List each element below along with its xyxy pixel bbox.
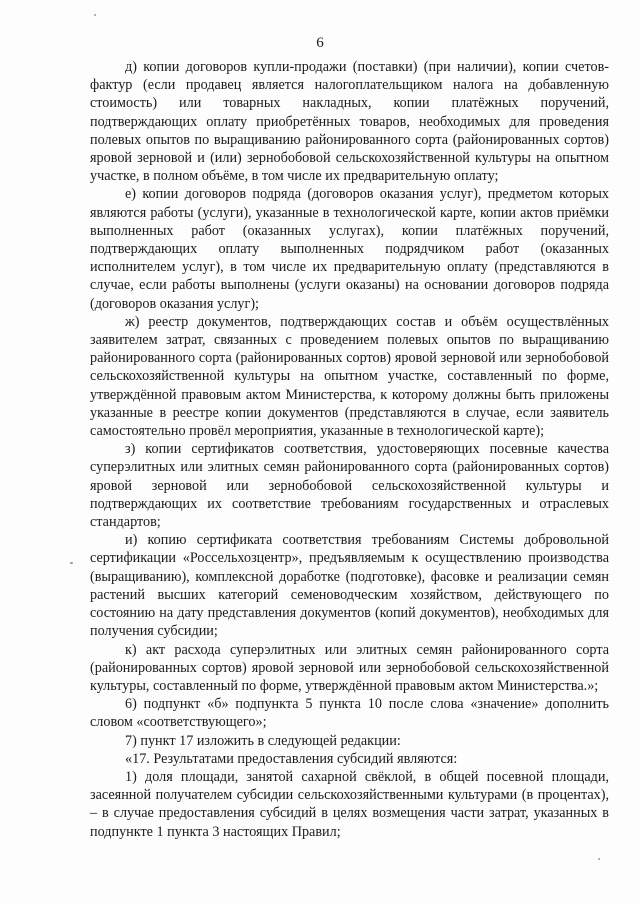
paragraph-point-17: «17. Результатами предоставления субсидий являются: [125,750,458,767]
paragraph-z: з) копии сертификатов соответствия, удостоверяющих посевные качества суперэлитных или элитных семян районированного сорта (районированных сортов) яровой зерновой или зернобобовой сельскохозяйственной культуры и подтверждающих их соответствие требованиям государственных и отраслевых стандартов; [90,441,609,531]
paragraph-i: и) копию сертификата соответствия требованиям Системы добровольной сертификации «Россельхозцентр», предъявляемым к осуществлению производства (выращиванию), комплексной доработке (подготовке), фасовке и реализации семян растений высших категорий семеноводческим хозяйством, действующего по состоянию на дату представления документов (копий документов), необходимых для получения субсидии; [90,532,609,640]
scan-speck [70,562,73,564]
scan-speck [598,858,600,860]
paragraph-e: е) копии договоров подряда (договоров оказания услуг), предметом которых являются работы (услуги), указанные в технологической карте, копии актов приёмки выполненных работ (оказанных услугах), копии платёжных поручений, подтверждающих оплату выполненных подрядчиком работ (оказанных исполнителем услуг), в том числе их предварительную оплату (представляются в случае, если работы выполнены (услуги оказаны) на основании договоров подряда (договоров оказания услуг); [90,186,609,312]
page-number: 6 [316,35,324,51]
paragraph-k: к) акт расхода суперэлитных или элитных семян районированного сорта (районированных сортов) яровой зерновой или зернобобовой сельскохозяйственной культуры, составленный по форме, утверждённой правовым актом Министерства.»; [90,641,609,694]
scan-speck [94,14,96,16]
paragraph-zh: ж) реестр документов, подтверждающих состав и объём осуществлённых заявителем затрат, связанных с проведением полевых опытов по выращиванию районированного сорта (районированных сортов) яровой зерновой или зернобобовой сельскохозяйственной культуры на опытном участке, составленный по форме, утверждённой правовым актом Министерства, к которому должны быть приложены указанные в реестре копии документов (представляются в случае, если заявитель самостоятельно провёл мероприятия, указанные в технологической карте); [90,313,609,440]
paragraph-item-7: 7) пункт 17 изложить в следующей редакции: [125,732,401,749]
paragraph-result-1: 1) доля площади, занятой сахарной свёклой, в общей посевной площади, засеянной получателем субсидии сельскохозяйственными культурами (в процентах), – в случае предоставления субсидий в целях возмещения части затрат, указанных в подпункте 1 пункта 3 настоящих Правил; [90,768,609,840]
paragraph-item-6: 6) подпункт «б» подпункта 5 пункта 10 после слова «значение» дополнить словом «соответствующего»; [90,696,609,731]
paragraph-d: д) копии договоров купли-продажи (поставки) (при наличии), копии счетов-фактур (если продавец является налогоплательщиком налога на добавленную стоимость) или товарных накладных, копии платёжных поручений, подтверждающих оплату приобретённых товаров, необходимых для проведения полевых опытов по выращиванию районированного сорта (районированных сортов) яровой зерновой и (или) зернобобовой сельскохозяйственной культуры на опытном участке, в полном объёме, в том числе их предварительную оплату; [90,59,609,185]
document-body [90,58,609,841]
